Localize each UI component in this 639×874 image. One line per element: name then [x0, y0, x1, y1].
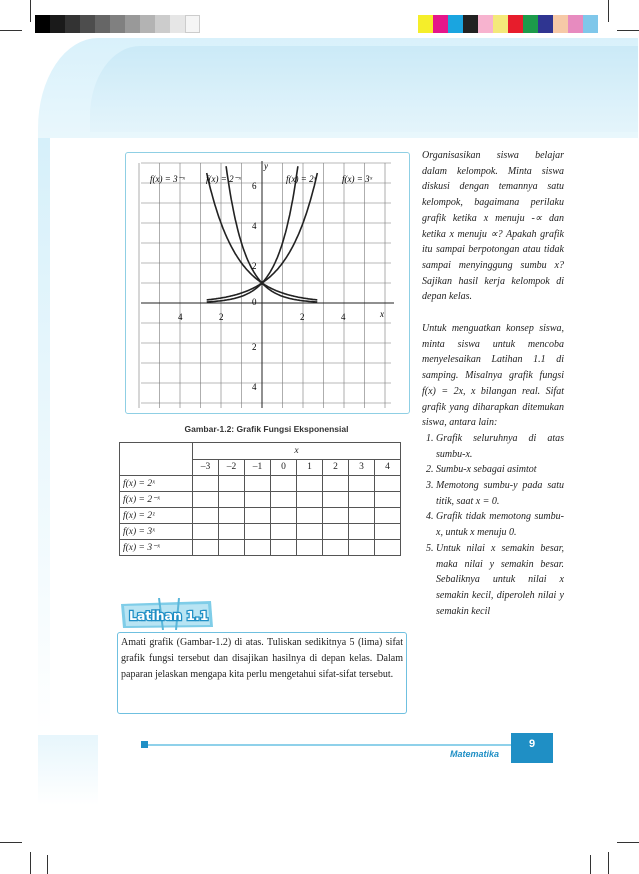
table-cell [271, 540, 297, 556]
list-item: 4. Grafik tidak memotong sumbu-x, untuk x menuju 0. [436, 509, 564, 540]
table-cell [219, 540, 245, 556]
table-cell [323, 508, 349, 524]
crop-mark [30, 0, 31, 22]
y-tick-label: 6 [252, 181, 257, 191]
table-cell [323, 540, 349, 556]
x-tick-label: 2 [219, 312, 224, 322]
table-cell [349, 524, 375, 540]
table-row-label: f(x) = 2⁻ˣ [120, 492, 193, 508]
table-cell [271, 492, 297, 508]
crop-mark [30, 852, 31, 874]
list-item: 1. Grafik seluruhnya di atas sumbu-x. [436, 431, 564, 462]
table-x-value: 4 [375, 459, 401, 476]
table-row-label: f(x) = 3⁻ˣ [120, 540, 193, 556]
table-cell [193, 524, 219, 540]
table-cell [245, 476, 271, 492]
table-cell [271, 524, 297, 540]
table-cell [323, 476, 349, 492]
table-cell [271, 476, 297, 492]
left-decoration-strip [38, 138, 50, 738]
x-tick-label: 2 [300, 312, 305, 322]
table-cell [193, 540, 219, 556]
table-cell [219, 524, 245, 540]
table-row [120, 540, 401, 556]
y-tick-label: 0 [252, 297, 257, 307]
footer-bullet [141, 741, 148, 748]
table-cell [375, 492, 401, 508]
crop-mark [617, 842, 639, 843]
properties-list [422, 431, 564, 619]
table-cell [375, 540, 401, 556]
table-cell [245, 508, 271, 524]
table-cell [219, 508, 245, 524]
teacher-note-paragraph: Organisasikan siswa belajar dalam kelompok. Minta siswa diskusi dengan temannya satu kelompok, bagaimana perilaku grafik ketika x menuju -∝ dan ketika x menuju ∝? Apakah grafik itu sampai berpotongan atau tidak sampai menyinggung sumbu x? Sajikan hasil kerja kelompok di depan kelas. [422, 150, 564, 303]
graph-axes [141, 161, 394, 408]
table-cell [193, 508, 219, 524]
table-cell [193, 492, 219, 508]
function-label-3-neg-x: f(x) = 3⁻ˣ [150, 174, 185, 184]
table-cell [349, 492, 375, 508]
crop-mark [608, 0, 609, 22]
teacher-notes [422, 148, 564, 619]
table-cell [219, 492, 245, 508]
function-label-2-neg-x: f(x) = 2⁻ˣ [206, 174, 241, 184]
y-axis-label: y [264, 161, 268, 171]
table-cell [375, 508, 401, 524]
list-item: 5. Untuk nilai x semakin besar, maka nilai y semakin besar. Sebaliknya untuk nilai x semakin kecil, diperoleh nilai y semakin kecil [436, 541, 564, 620]
table-row [120, 508, 401, 524]
teacher-note-paragraph: Untuk menguatkan konsep siswa, minta siswa untuk mencoba menyelesaikan Latihan 1.1 di samping. Misalnya grafik fungsi f(x) = 2x, x bilangan real. Sifat grafik yang diharapkan ditemukan siswa, antara lain: [422, 323, 564, 429]
function-label-3-x: f(x) = 3ˣ [342, 174, 373, 184]
exponential-graph-frame [125, 152, 410, 414]
table-cell [297, 476, 323, 492]
table-cell [297, 508, 323, 524]
y-tick-label: 2 [252, 342, 257, 352]
table-cell [349, 540, 375, 556]
list-item: 3. Memotong sumbu-y pada satu titik, saat x = 0. [436, 478, 564, 509]
table-row-label: f(x) = 3ˣ [120, 524, 193, 540]
header-decoration-inner [90, 46, 638, 132]
page-number: 9 [528, 738, 536, 750]
bottom-decoration [38, 735, 98, 805]
table-row [120, 492, 401, 508]
table-x-value: 2 [323, 459, 349, 476]
table-x-value: –3 [193, 459, 219, 476]
table-cell [193, 476, 219, 492]
table-cell [323, 524, 349, 540]
curve-3-neg-x [226, 166, 317, 302]
x-axis-label: x [380, 309, 384, 319]
table-cell [271, 508, 297, 524]
crop-mark [0, 842, 22, 843]
value-table [119, 442, 401, 556]
grayscale-calibration-bar [35, 15, 200, 33]
table-cell [323, 492, 349, 508]
table-x-value: –1 [245, 459, 271, 476]
table-cell [375, 476, 401, 492]
x-tick-label: 4 [341, 312, 346, 322]
table-x-value: 3 [349, 459, 375, 476]
exercise-title: Latihan 1.1 [129, 608, 209, 623]
footer-subject: Matematika [450, 749, 500, 759]
table-cell [245, 492, 271, 508]
exercise-banner [119, 598, 215, 630]
y-tick-label: 2 [252, 261, 257, 271]
table-header-x: x [193, 443, 401, 460]
x-tick-label: 4 [178, 312, 183, 322]
table-x-value: 0 [271, 459, 297, 476]
crop-mark [617, 30, 639, 31]
footer-rule [142, 744, 514, 746]
list-item: 2. Sumbu-x sebagai asimtot [436, 462, 564, 478]
table-cell [219, 476, 245, 492]
y-tick-label: 4 [252, 382, 257, 392]
crop-mark [590, 855, 591, 874]
table-cell [297, 492, 323, 508]
y-tick-label: 4 [252, 221, 257, 231]
figure-caption: Gambar-1.2: Grafik Fungsi Eksponensial [184, 424, 349, 434]
table-row-label: f(x) = 2ᶻ [120, 508, 193, 524]
table-x-value: –2 [219, 459, 245, 476]
table-row [120, 524, 401, 540]
function-label-2-x: f(x) = 2ˣ [286, 174, 317, 184]
table-cell [245, 524, 271, 540]
table-cell [349, 476, 375, 492]
table-corner-cell [120, 443, 193, 476]
table-cell [349, 508, 375, 524]
exponential-graph [126, 153, 409, 413]
table-x-value: 1 [297, 459, 323, 476]
crop-mark [47, 855, 48, 874]
exercise-text: Amati grafik (Gambar-1.2) di atas. Tuliskan sedikitnya 5 (lima) sifat grafik fungsi tersebut dan disajikan hasilnya di depan kelas. Dalam paparan jelaskan mengapa kita perlu mengetahui sifat-sifat tersebut. [121, 637, 403, 680]
table-cell [297, 540, 323, 556]
table-cell [375, 524, 401, 540]
color-calibration-bar [418, 15, 598, 33]
table-header-row [120, 443, 401, 460]
table-cell [297, 524, 323, 540]
crop-mark [608, 852, 609, 874]
crop-mark [0, 30, 22, 31]
table-row-label: f(x) = 2ˣ [120, 476, 193, 492]
table-cell [245, 540, 271, 556]
table-row [120, 476, 401, 492]
